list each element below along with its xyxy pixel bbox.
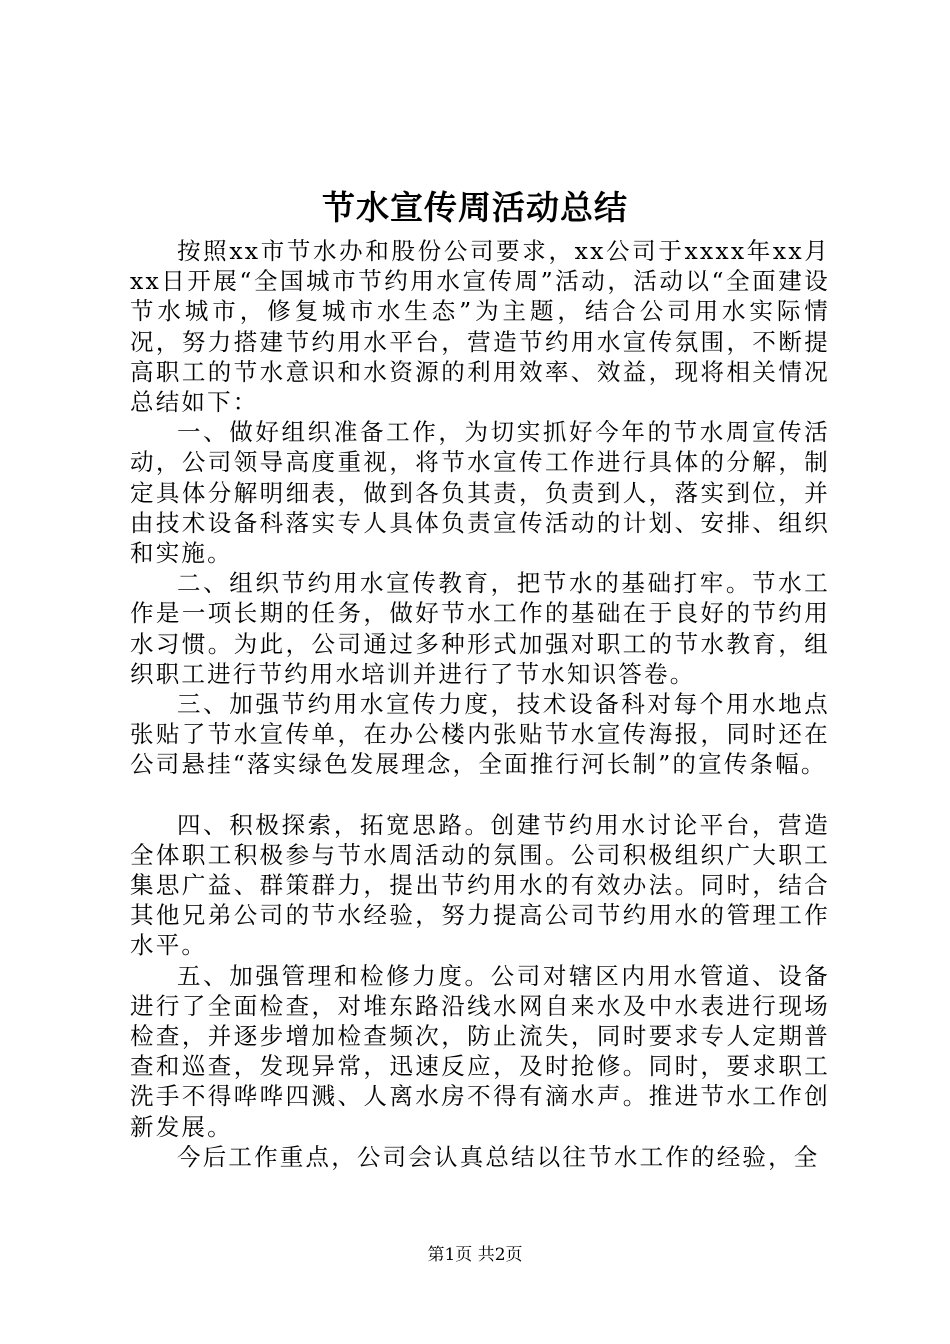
paragraph-1: 一、做好组织准备工作，为切实抓好今年的节水周宣传活动，公司领导高度重视，将节水宣传工作进行具体的分解，制定具体分解明细表，做到各负其责，负责到人，落实到位，并由技术设备科落实专人具体负责宣传活动的计划、安排、组织和实施。 <box>130 418 830 568</box>
page-footer: 第1页 共2页 <box>427 1245 523 1265</box>
paragraph-3: 三、加强节约用水宣传力度，技术设备科对每个用水地点张贴了节水宣传单，在办公楼内张贴节水宣传海报，同时还在公司悬挂“落实绿色发展理念，全面推行河长制”的宣传条幅。 <box>130 690 830 779</box>
paragraph-gap <box>130 780 830 810</box>
paragraph-6: 今后工作重点，公司会认真总结以往节水工作的经验，全 <box>177 1142 820 1171</box>
document-title: 节水宣传周活动总结 <box>322 188 628 227</box>
paragraph-intro: 按照xx市节水办和股份公司要求，xx公司于xxxx年xx月xx日开展“全国城市节约用水宣传周”活动，活动以“全面建设节水城市，修复城市水生态”为主题，结合公司用水实际情况，努力搭建节约用水平台，营造节约用水宣传氛围，不断提高职工的节水意识和水资源的利用效率、效益，现将相关情况总结如下： <box>130 237 830 417</box>
paragraph-4: 四、积极探索，拓宽思路。创建节约用水讨论平台，营造全体职工积极参与节水周活动的氛围。公司积极组织广大职工集思广益、群策群力，提出节约用水的有效办法。同时，结合其他兄弟公司的节水经验，努力提高公司节约用水的管理工作水平。 <box>130 810 830 960</box>
paragraph-5: 五、加强管理和检修力度。公司对辖区内用水管道、设备进行了全面检查，对堆东路沿线水网自来水及中水表进行现场检查，并逐步增加检查频次，防止流失，同时要求专人定期普查和巡查，发现异常，迅速反应，及时抢修。同时，要求职工洗手不得哗哗四溅、人离水房不得有滴水声。推进节水工作创新发展。 <box>130 961 830 1141</box>
document-body <box>130 236 830 1172</box>
paragraph-2: 二、组织节约用水宣传教育，把节水的基础打牢。节水工作是一项长期的任务，做好节水工作的基础在于良好的节约用水习惯。为此，公司通过多种形式加强对职工的节水教育，组织职工进行节约用水培训并进行了节水知识答卷。 <box>130 569 830 688</box>
